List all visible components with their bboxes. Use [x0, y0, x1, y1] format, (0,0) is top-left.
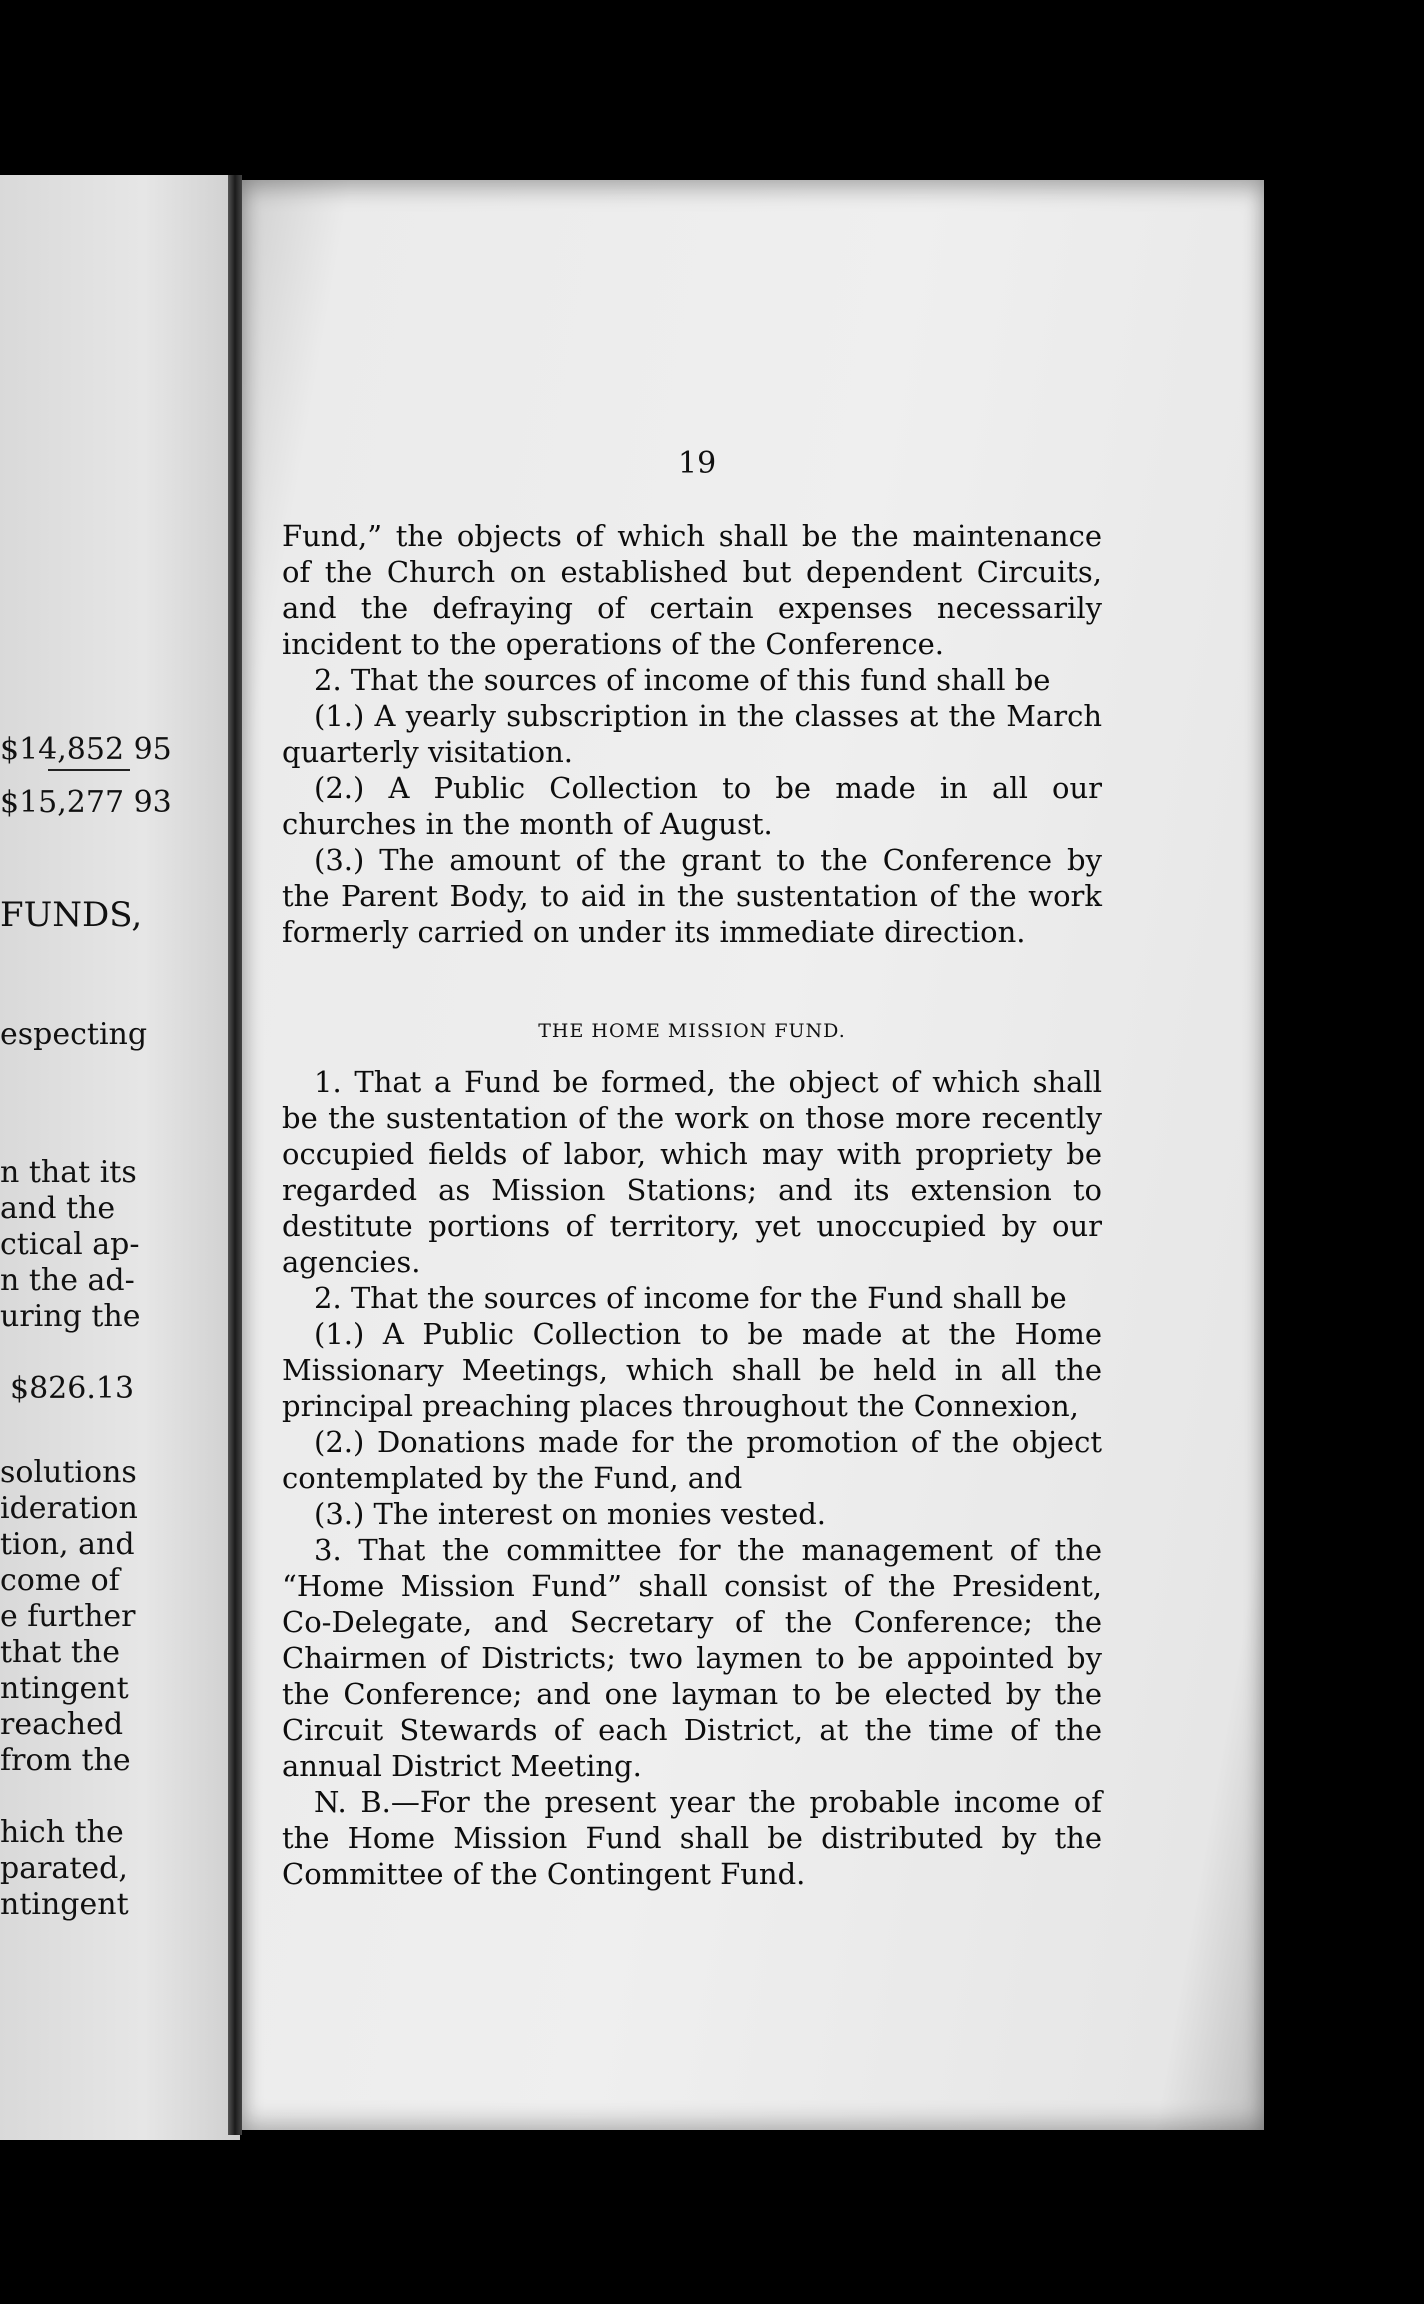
left-line: tion, and [0, 1527, 135, 1562]
paragraph: 1. That a Fund be formed, the object of which shall be the sustentation of the work on those more recently occupied fields of labor, which may with propriety be regarded as Mission Stations; and its extension to destitute portions of territory, yet unoccupied by our agencies. [282, 1065, 1102, 1279]
paragraph: Fund,” the objects of which shall be the maintenance of the Church on established but dependent Circuits, and the defraying of certain expenses necessarily incident to the operations of the Conference. [282, 519, 1102, 661]
paragraph: 2. That the sources of income of this fund shall be [314, 663, 1051, 697]
left-line: come of [0, 1563, 120, 1598]
left-line: e further [0, 1599, 136, 1634]
left-line: that the [0, 1635, 120, 1670]
left-line: ideration [0, 1491, 138, 1526]
book-spine [228, 175, 242, 2135]
section-heading: THE HOME MISSION FUND. [538, 1020, 846, 1042]
left-line: parated, [0, 1851, 128, 1886]
section-contingent-fund [282, 518, 1102, 950]
paragraph: (2.) Donations made for the promotion of the object contemplated by the Fund, and [282, 1425, 1102, 1495]
left-line: reached [0, 1707, 124, 1742]
sum-rule [48, 769, 130, 771]
left-line: and the [0, 1191, 116, 1226]
left-line: n the ad- [0, 1263, 135, 1298]
left-line: n that its [0, 1155, 137, 1190]
left-line: hich the [0, 1815, 124, 1850]
left-page [0, 175, 240, 2140]
left-line: FUNDS, [0, 895, 143, 935]
paragraph: 2. That the sources of income for the Fund shall be [314, 1281, 1067, 1315]
paragraph: (3.) The interest on monies vested. [314, 1497, 827, 1531]
left-line: ntingent [0, 1671, 129, 1706]
left-line: ntingent [0, 1887, 129, 1922]
left-line: from the [0, 1743, 131, 1778]
paragraph: 3. That the committee for the management of the “Home Mission Fund” shall consist of the President, Co-Delegate, and Secretary of the Conference; the Chairmen of Districts; two laymen to be appointed by the Conference; and one layman to be elected by the Circuit Stewards of each District, at the time of the annual District Meeting. [282, 1533, 1102, 1783]
paragraph: N. B.—For the present year the probable income of the Home Mission Fund shall be distributed by the Committee of the Contingent Fund. [282, 1785, 1102, 1891]
left-line: $14,852 95 [0, 732, 172, 767]
section-home-mission-fund [282, 1064, 1102, 1892]
paragraph: (3.) The amount of the grant to the Conference by the Parent Body, to aid in the sustentation of the work formerly carried on under its immediate direction. [282, 843, 1102, 949]
left-line: uring the [0, 1299, 141, 1334]
left-line: $826.13 [10, 1371, 135, 1406]
paragraph: (1.) A yearly subscription in the classes at the March quarterly visitation. [282, 699, 1102, 769]
left-line: solutions [0, 1455, 137, 1490]
left-line: $15,277 93 [0, 785, 172, 820]
paragraph: (1.) A Public Collection to be made at the Home Missionary Meetings, which shall be held in all the principal preaching places throughout the Connexion, [282, 1317, 1102, 1423]
left-line: especting [0, 1017, 148, 1052]
left-line: ctical ap- [0, 1227, 140, 1262]
page-number: 19 [678, 446, 717, 481]
paragraph: (2.) A Public Collection to be made in all our churches in the month of August. [282, 771, 1102, 841]
